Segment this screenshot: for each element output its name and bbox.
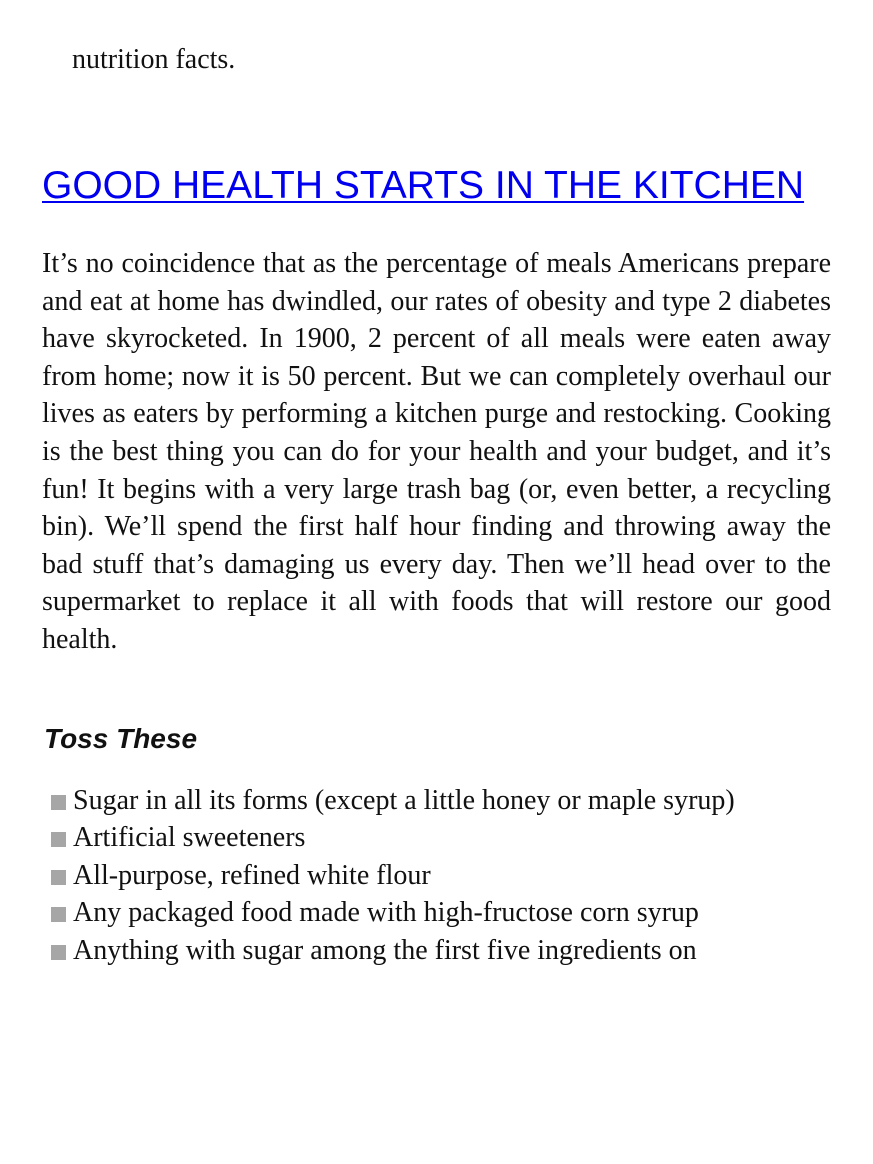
list-item-text: All-purpose, refined white flour — [73, 859, 431, 891]
square-bullet-icon — [51, 870, 66, 885]
square-bullet-icon — [51, 795, 66, 810]
list-item — [42, 782, 831, 820]
list-item — [42, 932, 831, 970]
list-item — [42, 894, 831, 932]
list-item — [42, 857, 831, 895]
square-bullet-icon — [51, 832, 66, 847]
carry-over-text: nutrition facts. — [72, 44, 236, 75]
square-bullet-icon — [51, 907, 66, 922]
section-paragraph: It’s no coincidence that as the percentage of meals Americans prepare and eat at home has dwindled, our rates of obesity and type 2 diabetes have skyrocketed. In 1900, 2 percent of all meals were eaten away from home; now it is 50 percent. But we can completely overhaul our lives as eaters by performing a kitchen purge and restocking. Cooking is the best thing you can do for your health and your budget, and it’s fun! It begins with a very large trash bag (or, even better, a recycling bin). We’ll spend the first half hour finding and throwing away the bad stuff that’s damaging us every day. Then we’ll head over to the supermarket to replace it all with foods that will restore our good health. — [42, 248, 831, 655]
list-item-text: Sugar in all its forms (except a little honey or maple syrup) — [73, 784, 735, 816]
document-page — [42, 0, 831, 969]
section-heading — [42, 161, 831, 210]
toss-these-heading: Toss These — [44, 722, 198, 754]
list-item — [42, 819, 831, 857]
section-heading-link[interactable]: GOOD HEALTH STARTS IN THE KITCHEN — [42, 164, 805, 207]
list-item-text: Artificial sweeteners — [73, 822, 306, 854]
square-bullet-icon — [51, 945, 66, 960]
list-item-text: Any packaged food made with high-fructose corn syrup — [73, 897, 699, 929]
list-item-text: Anything with sugar among the first five ingredients on — [73, 934, 697, 966]
toss-these-list — [42, 782, 831, 970]
